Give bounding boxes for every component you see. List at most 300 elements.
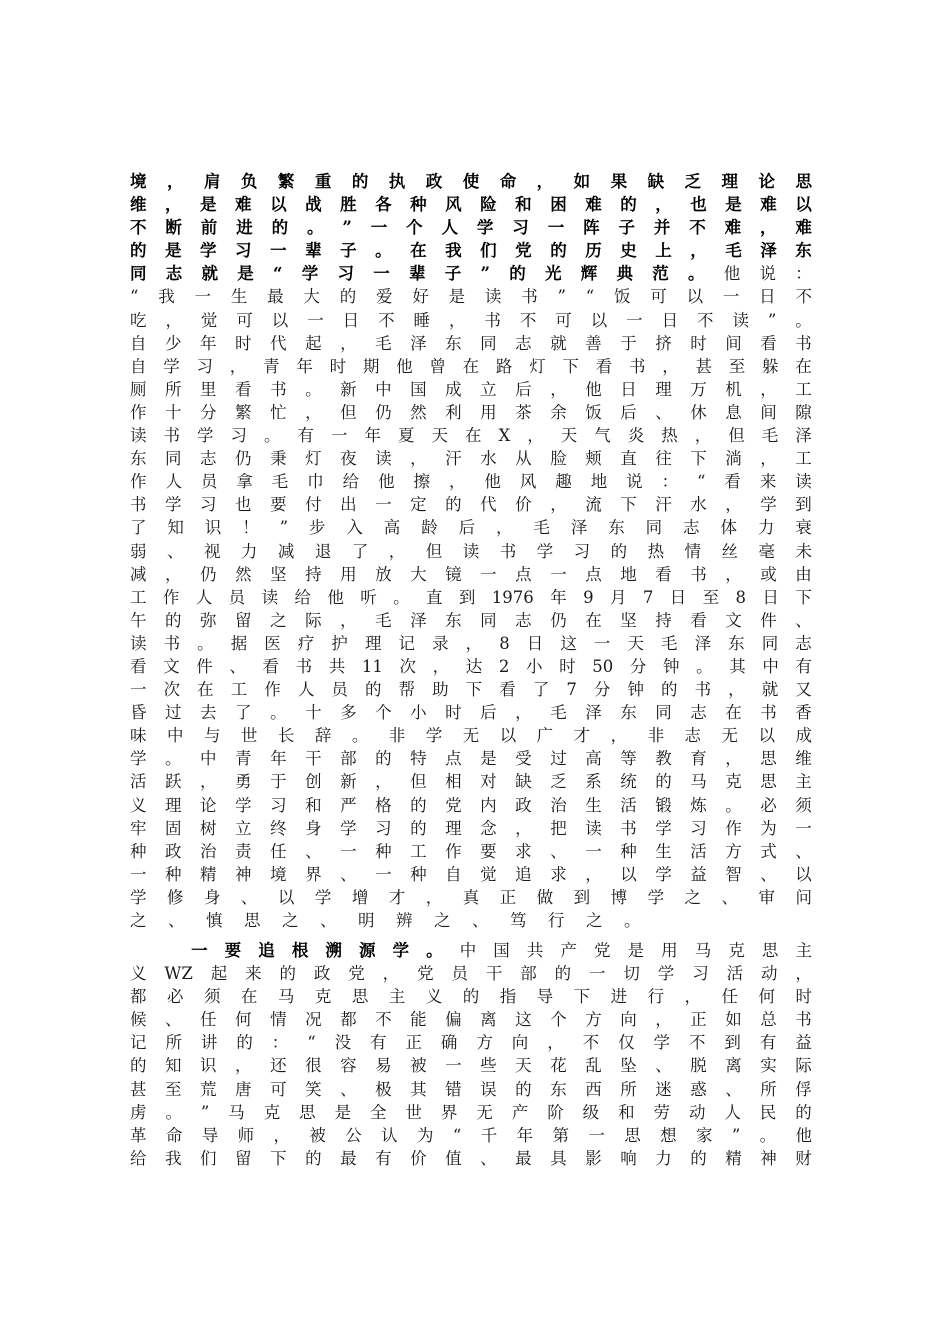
text-char: 8 bbox=[499, 633, 510, 653]
text-char: 到 bbox=[573, 887, 591, 907]
text-char: 时 bbox=[795, 987, 812, 1007]
text-char: 有 bbox=[297, 426, 314, 446]
text-line bbox=[130, 170, 812, 193]
text-char: 吃 bbox=[130, 310, 147, 330]
text-char: 范 bbox=[652, 264, 669, 284]
text-char: 的 bbox=[620, 195, 637, 215]
text-char: 年 bbox=[200, 333, 217, 353]
text-char: 财 bbox=[795, 1148, 812, 1168]
text-char: ， bbox=[496, 518, 513, 538]
text-char: 文 bbox=[725, 610, 742, 630]
text-char: 减 bbox=[277, 541, 295, 561]
text-char: 甚 bbox=[695, 356, 713, 376]
text-line bbox=[130, 724, 812, 747]
text-char: 的 bbox=[305, 1148, 322, 1168]
text-char: 主 bbox=[795, 941, 812, 960]
text-char: 智 bbox=[725, 864, 742, 884]
text-char: 辈 bbox=[305, 241, 322, 261]
text-char: 识 bbox=[204, 518, 222, 538]
text-char: 缺 bbox=[647, 172, 665, 191]
text-char: 生 bbox=[585, 795, 602, 815]
text-char: 知 bbox=[165, 1056, 182, 1076]
text-char: 他 bbox=[585, 379, 602, 399]
text-char: 党 bbox=[445, 795, 462, 815]
text-char: ， bbox=[550, 379, 567, 399]
text-char: 种 bbox=[410, 864, 427, 884]
text-char: 作 bbox=[130, 472, 147, 492]
text-char: 东 bbox=[130, 449, 147, 469]
line-characters bbox=[130, 609, 812, 632]
text-char: 都 bbox=[130, 987, 147, 1007]
text-char: 帮 bbox=[398, 680, 415, 700]
text-char: 是 bbox=[480, 749, 497, 769]
text-char: 虏 bbox=[130, 1102, 147, 1122]
text-char: 医 bbox=[264, 633, 281, 653]
text-char: 护 bbox=[331, 633, 348, 653]
text-char: 在 bbox=[197, 680, 214, 700]
text-line bbox=[130, 1054, 812, 1077]
text-char: 习 bbox=[573, 541, 591, 561]
text-char: 个 bbox=[550, 1010, 567, 1030]
text-char: 东 bbox=[445, 610, 462, 630]
text-line bbox=[130, 355, 812, 378]
text-char: 钟 bbox=[627, 680, 644, 700]
text-char: 后 bbox=[480, 703, 497, 723]
text-char: 不 bbox=[795, 287, 812, 307]
text-char: 须 bbox=[203, 987, 221, 1007]
text-char: 下 bbox=[795, 587, 812, 607]
text-char: 在 bbox=[410, 241, 427, 261]
text-char: 时 bbox=[235, 333, 252, 353]
text-char: 正 bbox=[499, 887, 517, 907]
text-char: 很 bbox=[305, 1056, 322, 1076]
text-char: 唐 bbox=[235, 1079, 252, 1099]
text-char: 在 bbox=[725, 703, 742, 723]
text-char: 的 bbox=[364, 680, 382, 700]
text-char: 一 bbox=[340, 841, 357, 861]
text-char: ， bbox=[165, 310, 182, 330]
text-char: ， bbox=[515, 703, 532, 723]
text-char: 向 bbox=[620, 1010, 637, 1030]
text-char: 牢 bbox=[130, 818, 147, 838]
text-char: 一 bbox=[480, 564, 497, 584]
text-char: 学 bbox=[655, 818, 672, 838]
text-char: 进 bbox=[610, 987, 628, 1007]
text-char: 来 bbox=[245, 964, 262, 984]
text-char: 书 bbox=[795, 333, 812, 353]
text-char: 记 bbox=[398, 633, 415, 653]
text-char: 花 bbox=[550, 1056, 567, 1076]
text-char: 义 bbox=[130, 964, 147, 984]
text-char: 活 bbox=[620, 795, 637, 815]
text-char: ， bbox=[165, 195, 182, 215]
text-char: 的 bbox=[351, 172, 369, 191]
text-char: “ bbox=[585, 287, 595, 307]
text-char: 思 bbox=[795, 172, 812, 191]
text-char: 睡 bbox=[413, 310, 430, 330]
text-char: ， bbox=[448, 472, 466, 492]
text-char: 不 bbox=[688, 1033, 706, 1053]
text-char: 他 bbox=[795, 1125, 812, 1145]
text-char: 志 bbox=[683, 518, 700, 538]
line-characters bbox=[130, 1031, 812, 1054]
text-char: 学 bbox=[647, 887, 665, 907]
text-char: 工 bbox=[410, 841, 427, 861]
text-char: 向 bbox=[511, 1033, 529, 1053]
text-char: 点 bbox=[585, 564, 602, 584]
text-char: 家 bbox=[695, 1125, 713, 1145]
text-char: 了 bbox=[351, 541, 369, 561]
text-char: 阶 bbox=[547, 1102, 564, 1122]
text-char: 乱 bbox=[585, 1056, 602, 1076]
text-char: 作 bbox=[445, 841, 462, 861]
text-char: 路 bbox=[495, 356, 513, 376]
text-char: 高 bbox=[585, 749, 602, 769]
text-char: 我 bbox=[165, 1148, 182, 1168]
text-char: 文 bbox=[163, 656, 180, 676]
text-char: 命 bbox=[165, 1125, 183, 1145]
text-char: 年 bbox=[550, 587, 567, 607]
text-char: 困 bbox=[550, 195, 567, 215]
text-char: 步 bbox=[308, 518, 326, 538]
text-char: 精 bbox=[200, 864, 217, 884]
text-char: 干 bbox=[305, 749, 322, 769]
text-char: 也 bbox=[235, 495, 252, 515]
text-char: 坚 bbox=[620, 610, 637, 630]
text-char: 看 bbox=[655, 564, 672, 584]
text-char: 不 bbox=[689, 218, 706, 238]
text-line bbox=[130, 655, 812, 678]
text-char: 之 bbox=[434, 911, 451, 930]
text-char: 于 bbox=[620, 333, 637, 353]
text-char: 机 bbox=[725, 379, 742, 399]
text-line bbox=[130, 747, 812, 770]
paragraph-2 bbox=[130, 939, 812, 1170]
text-char: 念 bbox=[480, 818, 497, 838]
text-line bbox=[130, 540, 812, 563]
text-line bbox=[130, 1101, 812, 1124]
text-char: WZ bbox=[164, 964, 193, 984]
text-char: 读 bbox=[795, 472, 812, 492]
text-char: 共 bbox=[328, 656, 346, 676]
text-char: 与 bbox=[203, 726, 221, 746]
text-char: 日 bbox=[762, 587, 779, 607]
text-char: 误 bbox=[480, 1079, 497, 1099]
text-char: 新 bbox=[340, 772, 357, 792]
text-char: 在 bbox=[585, 610, 602, 630]
text-char: 严 bbox=[340, 795, 357, 815]
text-char: 被 bbox=[410, 1056, 427, 1076]
text-line bbox=[130, 563, 812, 586]
text-char: 情 bbox=[270, 1010, 287, 1030]
text-char: 不 bbox=[697, 310, 714, 330]
text-char: 一 bbox=[795, 818, 812, 838]
text-char: 认 bbox=[381, 1125, 398, 1145]
text-char: 最 bbox=[340, 1148, 357, 1168]
text-char: ” bbox=[767, 310, 777, 330]
text-char: 克 bbox=[263, 1102, 281, 1122]
text-char: “ bbox=[452, 1125, 462, 1145]
text-char: 等 bbox=[620, 749, 637, 769]
text-char: 学 bbox=[425, 726, 443, 746]
text-char: ， bbox=[515, 818, 532, 838]
text-char: 都 bbox=[340, 1010, 357, 1030]
text-char: 无 bbox=[476, 1102, 493, 1122]
text-char: 毫 bbox=[758, 541, 775, 561]
text-char: 香 bbox=[795, 703, 812, 723]
text-char: 入 bbox=[346, 518, 363, 538]
text-char: 所 bbox=[760, 1079, 777, 1099]
line-characters bbox=[130, 563, 812, 586]
text-char: 淌 bbox=[725, 449, 742, 469]
text-char: 作 bbox=[264, 680, 281, 700]
text-char: 理 bbox=[445, 818, 462, 838]
text-char: 泽 bbox=[760, 241, 777, 261]
line-characters bbox=[130, 1147, 812, 1170]
text-char: 的 bbox=[165, 610, 182, 630]
line-characters bbox=[130, 262, 812, 285]
text-char: 价 bbox=[410, 1148, 427, 1168]
text-char: 理 bbox=[165, 795, 182, 815]
text-char: 日 bbox=[759, 287, 776, 307]
text-char: ， bbox=[382, 964, 400, 984]
text-char: 勇 bbox=[235, 772, 252, 792]
text-char: 然 bbox=[410, 402, 427, 422]
text-char: 件 bbox=[196, 656, 213, 676]
text-char: 追 bbox=[258, 941, 275, 960]
text-char: 各 bbox=[375, 195, 392, 215]
text-line bbox=[130, 309, 812, 332]
text-char: 起 bbox=[210, 964, 228, 984]
text-char: 马 bbox=[277, 987, 295, 1007]
text-char: 读 bbox=[261, 587, 279, 607]
text-char: 但 bbox=[425, 541, 443, 561]
text-char: 典 bbox=[616, 264, 633, 284]
text-char: 想 bbox=[660, 1125, 677, 1145]
text-char: 政 bbox=[165, 841, 182, 861]
text-char: 一 bbox=[585, 841, 602, 861]
text-char: 价 bbox=[515, 495, 532, 515]
text-char: 间 bbox=[725, 333, 742, 353]
text-line bbox=[130, 817, 812, 840]
text-char: 书 bbox=[521, 287, 538, 307]
text-char: 共 bbox=[526, 941, 544, 960]
text-char: 次 bbox=[163, 680, 181, 700]
text-line bbox=[130, 770, 812, 793]
text-char: 给 bbox=[294, 587, 311, 607]
text-char: 志 bbox=[690, 703, 707, 723]
text-char: 克 bbox=[728, 941, 745, 960]
text-char: 理 bbox=[655, 379, 672, 399]
text-char: 的 bbox=[462, 987, 480, 1007]
text-char: 之 bbox=[586, 911, 603, 930]
text-char: 书 bbox=[795, 1010, 812, 1030]
text-line bbox=[130, 378, 812, 401]
text-char: 身 bbox=[305, 818, 322, 838]
text-char: 学 bbox=[536, 541, 554, 561]
text-char: 之 bbox=[270, 610, 287, 630]
text-char: 求 bbox=[550, 864, 567, 884]
text-line bbox=[130, 1124, 812, 1147]
text-char: 、 bbox=[550, 841, 567, 861]
text-char: 下 bbox=[573, 987, 591, 1007]
text-char: ， bbox=[432, 656, 450, 676]
text-char: 日 bbox=[526, 633, 544, 653]
text-char: 志 bbox=[200, 449, 217, 469]
text-char: 种 bbox=[620, 841, 637, 861]
text-char: 前 bbox=[200, 218, 218, 238]
text-char: 不 bbox=[378, 310, 395, 330]
text-char: 作 bbox=[130, 402, 147, 422]
text-char: 利 bbox=[445, 402, 462, 422]
text-char: 世 bbox=[240, 726, 258, 746]
text-char: 员 bbox=[331, 680, 348, 700]
text-char: 无 bbox=[462, 726, 480, 746]
text-char: 荒 bbox=[200, 1079, 217, 1099]
text-char: 体 bbox=[720, 518, 737, 538]
text-char: 毛 bbox=[375, 333, 392, 353]
text-char: 未 bbox=[795, 541, 812, 561]
text-char: 要 bbox=[270, 495, 287, 515]
text-char: ， bbox=[200, 772, 217, 792]
text-char: 弥 bbox=[200, 610, 217, 630]
text-char: 、 bbox=[760, 864, 777, 884]
text-char: 学 bbox=[655, 864, 672, 884]
text-char: 学 bbox=[200, 241, 217, 261]
text-char: 必 bbox=[760, 795, 777, 815]
text-char: 东 bbox=[795, 241, 812, 261]
text-char: 根 bbox=[291, 941, 309, 960]
text-char: ， bbox=[550, 495, 567, 515]
text-char: 7 bbox=[566, 680, 577, 700]
text-char: 系 bbox=[585, 772, 602, 792]
text-char: 东 bbox=[620, 703, 637, 723]
text-char: 过 bbox=[165, 703, 182, 723]
text-char: 论 bbox=[200, 795, 217, 815]
text-char: ” bbox=[731, 1125, 741, 1145]
text-char: 放 bbox=[375, 564, 392, 584]
text-char: 50 bbox=[592, 656, 614, 676]
text-char: ， bbox=[547, 1033, 564, 1053]
text-char: 一 bbox=[307, 310, 324, 330]
text-char: 习 bbox=[200, 495, 217, 515]
text-char: 思 bbox=[760, 772, 777, 792]
text-char: 我 bbox=[445, 241, 462, 261]
text-char: 追 bbox=[515, 864, 532, 884]
line-characters bbox=[130, 678, 812, 701]
text-char: 以 bbox=[271, 310, 289, 330]
text-char: 一 bbox=[130, 864, 147, 884]
text-char: 、 bbox=[305, 841, 322, 861]
text-char: ， bbox=[760, 379, 777, 399]
text-char: ， bbox=[728, 680, 745, 700]
text-char: 就 bbox=[201, 264, 218, 284]
text-char: 天 bbox=[627, 633, 644, 653]
text-char: 指 bbox=[499, 987, 517, 1007]
text-char: 们 bbox=[200, 1148, 217, 1168]
text-char: 一 bbox=[593, 633, 611, 653]
text-char: 中 bbox=[166, 726, 184, 746]
text-char: ， bbox=[340, 333, 357, 353]
text-char: 人 bbox=[441, 218, 459, 238]
text-char: 、 bbox=[166, 541, 184, 561]
text-char: 一 bbox=[722, 287, 740, 307]
text-line bbox=[130, 985, 812, 1008]
text-char: 可 bbox=[270, 1079, 287, 1099]
text-char: 思 bbox=[299, 1102, 316, 1122]
text-char: 具 bbox=[550, 1148, 567, 1168]
text-char: 习 bbox=[235, 241, 252, 261]
text-char: 极 bbox=[375, 1079, 392, 1099]
text-char: 拿 bbox=[236, 472, 253, 492]
text-char: 思 bbox=[624, 1125, 641, 1145]
text-char: 、 bbox=[165, 1010, 182, 1030]
text-char: 巾 bbox=[307, 472, 324, 492]
text-line bbox=[130, 1147, 812, 1170]
text-char: 的 bbox=[236, 1033, 253, 1053]
text-char: 难 bbox=[235, 195, 252, 215]
text-char: 休 bbox=[690, 402, 707, 422]
text-char: ， bbox=[273, 1125, 290, 1145]
text-char: 党 bbox=[417, 964, 434, 984]
text-char: ： bbox=[661, 472, 679, 492]
line-characters bbox=[130, 939, 812, 962]
text-char: 学 bbox=[130, 887, 147, 907]
text-char: 日 bbox=[620, 379, 637, 399]
text-char: 毛 bbox=[761, 426, 779, 446]
text-char: ， bbox=[166, 172, 184, 191]
text-char: 以 bbox=[795, 195, 812, 215]
text-char: ， bbox=[425, 887, 443, 907]
text-char: 笑 bbox=[305, 1079, 322, 1099]
text-char: 了 bbox=[235, 703, 252, 723]
text-char: 定 bbox=[410, 495, 427, 515]
text-char: 书 bbox=[130, 495, 147, 515]
text-char: 一 bbox=[547, 218, 565, 238]
text-char: 长 bbox=[277, 726, 295, 746]
text-char: 中 bbox=[762, 656, 779, 676]
text-char: 情 bbox=[684, 541, 702, 561]
text-char: 下 bbox=[562, 356, 579, 376]
text-char: 志 bbox=[515, 610, 532, 630]
text-char: 炼 bbox=[690, 795, 707, 815]
line-characters bbox=[130, 493, 812, 516]
text-char: 、 bbox=[655, 1056, 672, 1076]
text-char: 人 bbox=[297, 680, 315, 700]
text-line bbox=[130, 424, 812, 447]
text-char: 命 bbox=[499, 172, 517, 191]
text-char: 相 bbox=[445, 772, 462, 792]
line-characters bbox=[130, 794, 812, 817]
text-char: 候 bbox=[130, 1010, 147, 1030]
text-char: 学 bbox=[760, 495, 777, 515]
text-char: 是 bbox=[627, 941, 645, 960]
text-char: 看 bbox=[499, 680, 516, 700]
text-char: 他 bbox=[723, 264, 741, 284]
text-char: 午 bbox=[130, 610, 147, 630]
text-char: 习 bbox=[375, 818, 392, 838]
text-char: 和 bbox=[618, 1102, 635, 1122]
text-char: 东 bbox=[608, 518, 625, 538]
text-char: 7 bbox=[642, 587, 654, 607]
text-char: 值 bbox=[445, 1148, 462, 1168]
text-char: ， bbox=[760, 449, 777, 469]
text-char: 做 bbox=[536, 887, 554, 907]
text-char: 读 bbox=[585, 818, 602, 838]
text-char: 后 bbox=[458, 518, 476, 538]
text-char: 。 bbox=[165, 749, 182, 769]
text-char: 在 bbox=[462, 356, 480, 376]
